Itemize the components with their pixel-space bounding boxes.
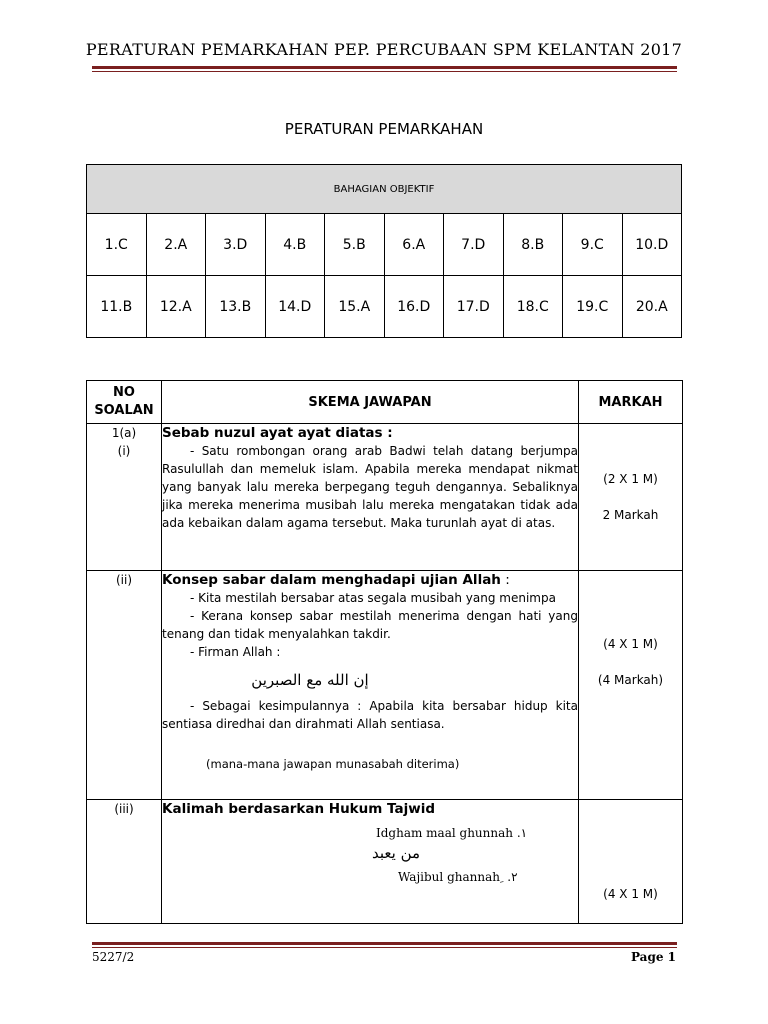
objective-answer: 9.C: [563, 214, 623, 276]
objective-row-2: [87, 276, 682, 338]
answer-scheme-table: [86, 380, 683, 924]
answer-text: - Satu rombongan orang arab Badwi telah datang berjumpa Rasulullah dan memeluk islam. Apabila mereka mendapat nikmat yang banyak lalu mereka berpegang teguh dengannya. Sebaliknya jika mereka menerima musibah lalu mereka mengatakan tidak ada ada kebaikan dalam agama tersebut. Maka turunlah ayat di atas.: [162, 444, 578, 530]
objective-answer: 2.A: [146, 214, 206, 276]
marks-cell: [579, 800, 683, 924]
column-header-question-no: [87, 381, 162, 424]
objective-answer: 20.A: [622, 276, 682, 338]
arabic-verse: إن الله مع الصبرين: [251, 671, 369, 689]
question-title: [162, 571, 578, 589]
question-title: Kalimah berdasarkan Hukum Tajwid: [162, 801, 435, 817]
question-row-1a-i: [87, 424, 683, 571]
footer-rule-thick: [92, 942, 677, 945]
answer-point: - Sebagai kesimpulannya : Apabila kita bersabar hidup kita sentiasa diredhai dan dirahmati Allah sentiasa.: [162, 699, 578, 731]
objective-row-1: [87, 214, 682, 276]
objective-answer: 5.B: [325, 214, 385, 276]
objective-answer: 11.B: [87, 276, 147, 338]
objective-answer: 19.C: [563, 276, 623, 338]
question-title-text: Konsep sabar dalam menghadapi ujian Allah: [162, 572, 501, 588]
answer-content: [162, 800, 579, 924]
question-number: (ii): [87, 571, 162, 800]
objective-answer: 12.A: [146, 276, 206, 338]
objective-answer: 14.D: [265, 276, 325, 338]
question-title: Sebab nuzul ayat ayat diatas :: [162, 425, 393, 441]
objective-answer: 6.A: [384, 214, 444, 276]
question-number: [87, 424, 162, 571]
paper-code: 5227/2: [92, 950, 135, 964]
answer-note: (mana-mana jawapan munasabah diterima): [206, 757, 460, 771]
page-number: Page 1: [630, 950, 676, 964]
objective-answer: 15.A: [325, 276, 385, 338]
question-number-main: 1(a): [111, 426, 137, 440]
column-header-no: NO: [113, 385, 135, 400]
column-header-soalan: SOALAN: [94, 403, 154, 418]
footer-rule-thin: [92, 947, 677, 948]
answer-point: - Kerana konsep sabar mestilah menerima dengan hati yang tenang dan tidak menyalahkan takdir.: [162, 609, 578, 641]
tajwid-item-1-arabic: من يعبد: [372, 844, 421, 862]
question-row-ii: [87, 571, 683, 800]
document-title: PERATURAN PEMARKAHAN: [284, 120, 484, 138]
objective-answer: 3.D: [206, 214, 266, 276]
answer-point: - Kita mestilah bersabar atas segala musibah yang menimpa: [190, 591, 556, 605]
question-title-colon: :: [500, 572, 510, 588]
marks-total: (4 Markah): [597, 673, 664, 687]
marks-cell: [579, 424, 683, 571]
column-header-answer-scheme: SKEMA JAWAPAN: [162, 381, 579, 424]
column-header-marks: MARKAH: [579, 381, 683, 424]
tajwid-item-2: Wajibul ghannah ِ .٢: [398, 870, 518, 884]
marks-breakdown: (4 X 1 M): [603, 887, 658, 901]
scheme-header-row: [87, 381, 683, 424]
objective-answer: 7.D: [444, 214, 504, 276]
objective-answer: 17.D: [444, 276, 504, 338]
answer-content: [162, 571, 579, 800]
tajwid-item-1: Idgham maal ghunnah .١: [376, 826, 528, 840]
objective-heading: BAHAGIAN OBJEKTIF: [87, 165, 682, 214]
objective-answer: 1.C: [87, 214, 147, 276]
marks-breakdown: (2 X 1 M): [603, 472, 658, 486]
answer-content: [162, 424, 579, 571]
question-number: (iii): [87, 800, 162, 924]
objective-answer: 8.B: [503, 214, 563, 276]
objective-answer: 13.B: [206, 276, 266, 338]
question-row-iii: [87, 800, 683, 924]
objective-answer-table: [86, 164, 682, 338]
answer-point: - Firman Allah :: [190, 645, 281, 659]
marks-total: 2 Markah: [602, 508, 659, 522]
marks-cell: [579, 571, 683, 800]
objective-answer: 10.D: [622, 214, 682, 276]
objective-answer: 18.C: [503, 276, 563, 338]
header-rule-thick: [92, 66, 677, 69]
objective-answer: 16.D: [384, 276, 444, 338]
marks-breakdown: (4 X 1 M): [603, 637, 658, 651]
question-number-sub: (i): [117, 444, 131, 458]
header-title: PERATURAN PEMARKAHAN PEP. PERCUBAAN SPM KELANTAN 2017: [85, 40, 683, 59]
header-rule-thin: [92, 71, 677, 72]
objective-answer: 4.B: [265, 214, 325, 276]
